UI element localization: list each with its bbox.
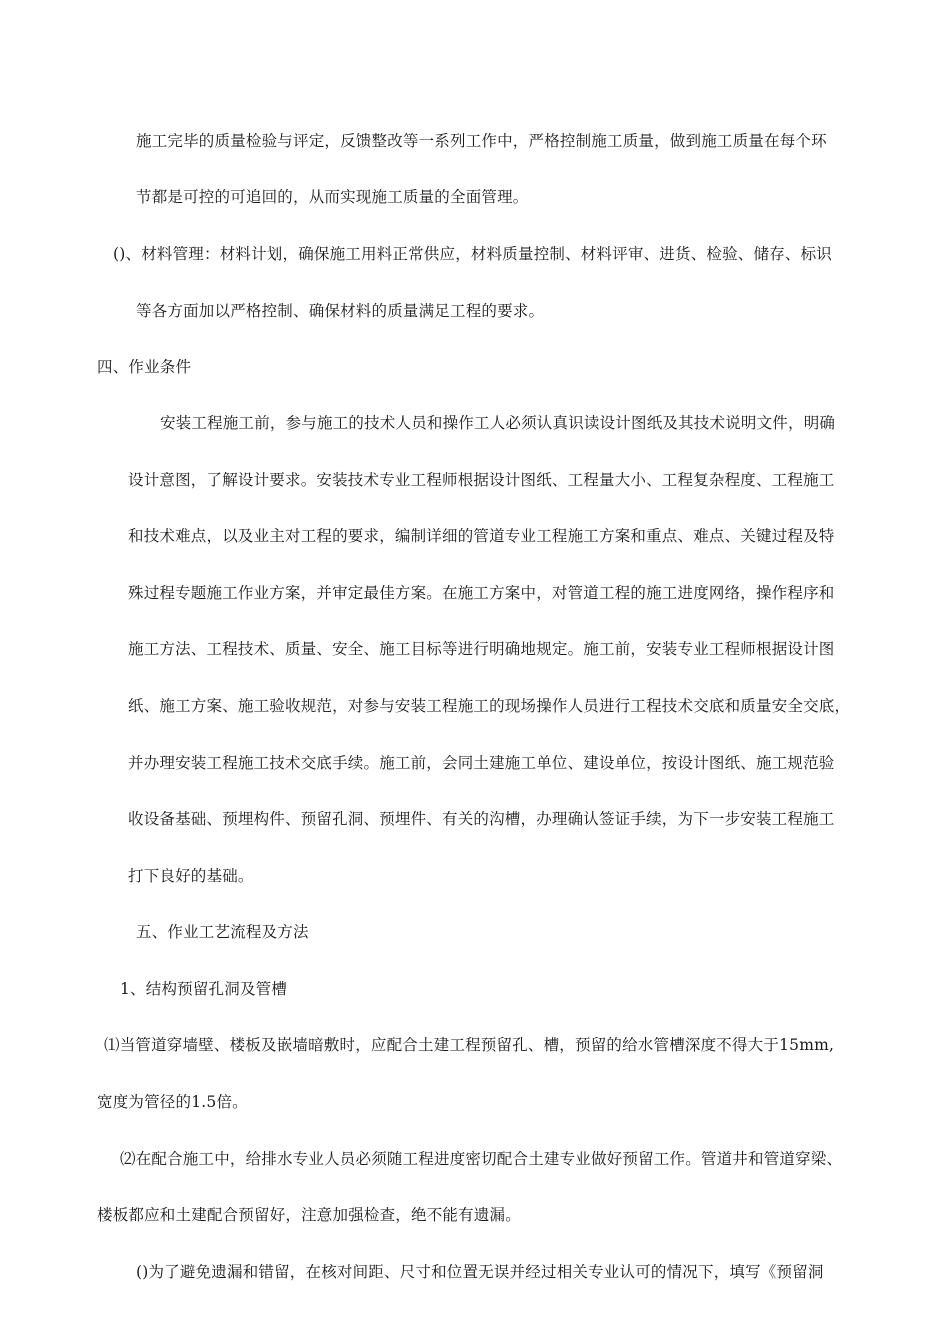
paragraph-line: 宽度为管径的1.5倍。 [97,1093,248,1111]
paragraph-line: 安装工程施工前，参与施工的技术人员和操作工人必须认真识读设计图纸及其技术说明文件，明确 [160,414,836,432]
paragraph-line: 纸、施工方案、施工验收规范，对参与安装工程施工的现场操作人员进行工程技术交底和质量安全交底， [128,697,851,715]
paragraph-line: 等各方面加以严格控制、确保材料的质量满足工程的要求。 [136,302,545,320]
paragraph-line: 施工完毕的质量检验与评定，反馈整改等一系列工作中，严格控制施工质量，做到施工质量在每个环 [136,132,827,150]
list-item: ⑵在配合施工中，给排水专业人员必须随工程进度密切配合土建专业做好预留工作。管道井和管道穿梁、 [120,1150,843,1168]
paragraph-line: 设计意图，了解设计要求。安装技术专业工程师根据设计图纸、工程量大小、工程复杂程度、工程施工 [128,471,835,489]
paragraph-line: 节都是可控的可追回的，从而实现施工质量的全面管理。 [136,188,529,206]
list-item: ⑴当管道穿墙壁、楼板及嵌墙暗敷时，应配合土建工程预留孔、槽，预留的给水管槽深度不得大于15mm, [104,1036,835,1054]
paragraph-line: 和技术难点，以及业主对工程的要求，编制详细的管道专业工程施工方案和重点、难点、关键过程及特 [128,527,835,545]
paragraph-line: 打下良好的基础。 [128,867,254,885]
section-heading: 五、作业工艺流程及方法 [136,923,309,941]
paragraph-line: 收设备基础、预埋构件、预留孔洞、预埋件、有关的沟槽，办理确认签证手续，为下一步安装工程施工 [128,810,835,828]
section-heading: 四、作业条件 [97,358,192,376]
list-item: ()为了避免遗漏和错留，在核对间距、尺寸和位置无误并经过相关专业认可的情况下，填写《预留洞 [136,1263,824,1281]
paragraph-line: 楼板都应和土建配合预留好，注意加强检查，绝不能有遗漏。 [97,1206,521,1224]
paragraph-line: 殊过程专题施工作业方案，并审定最佳方案。在施工方案中，对管道工程的施工进度网络，操作程序和 [128,584,835,602]
paragraph-line: 并办理安装工程施工技术交底手续。施工前，会同土建施工单位、建设单位，按设计图纸、施工规范验 [128,754,835,772]
list-item: ()、材料管理：材料计划，确保施工用料正常供应，材料质量控制、材料评审、进货、检验、储存、标识 [113,245,832,263]
subsection-heading: 1、结构预留孔洞及管槽 [120,980,288,998]
paragraph-line: 施工方法、工程技术、质量、安全、施工目标等进行明确地规定。施工前，安装专业工程师根据设计图 [128,640,835,658]
